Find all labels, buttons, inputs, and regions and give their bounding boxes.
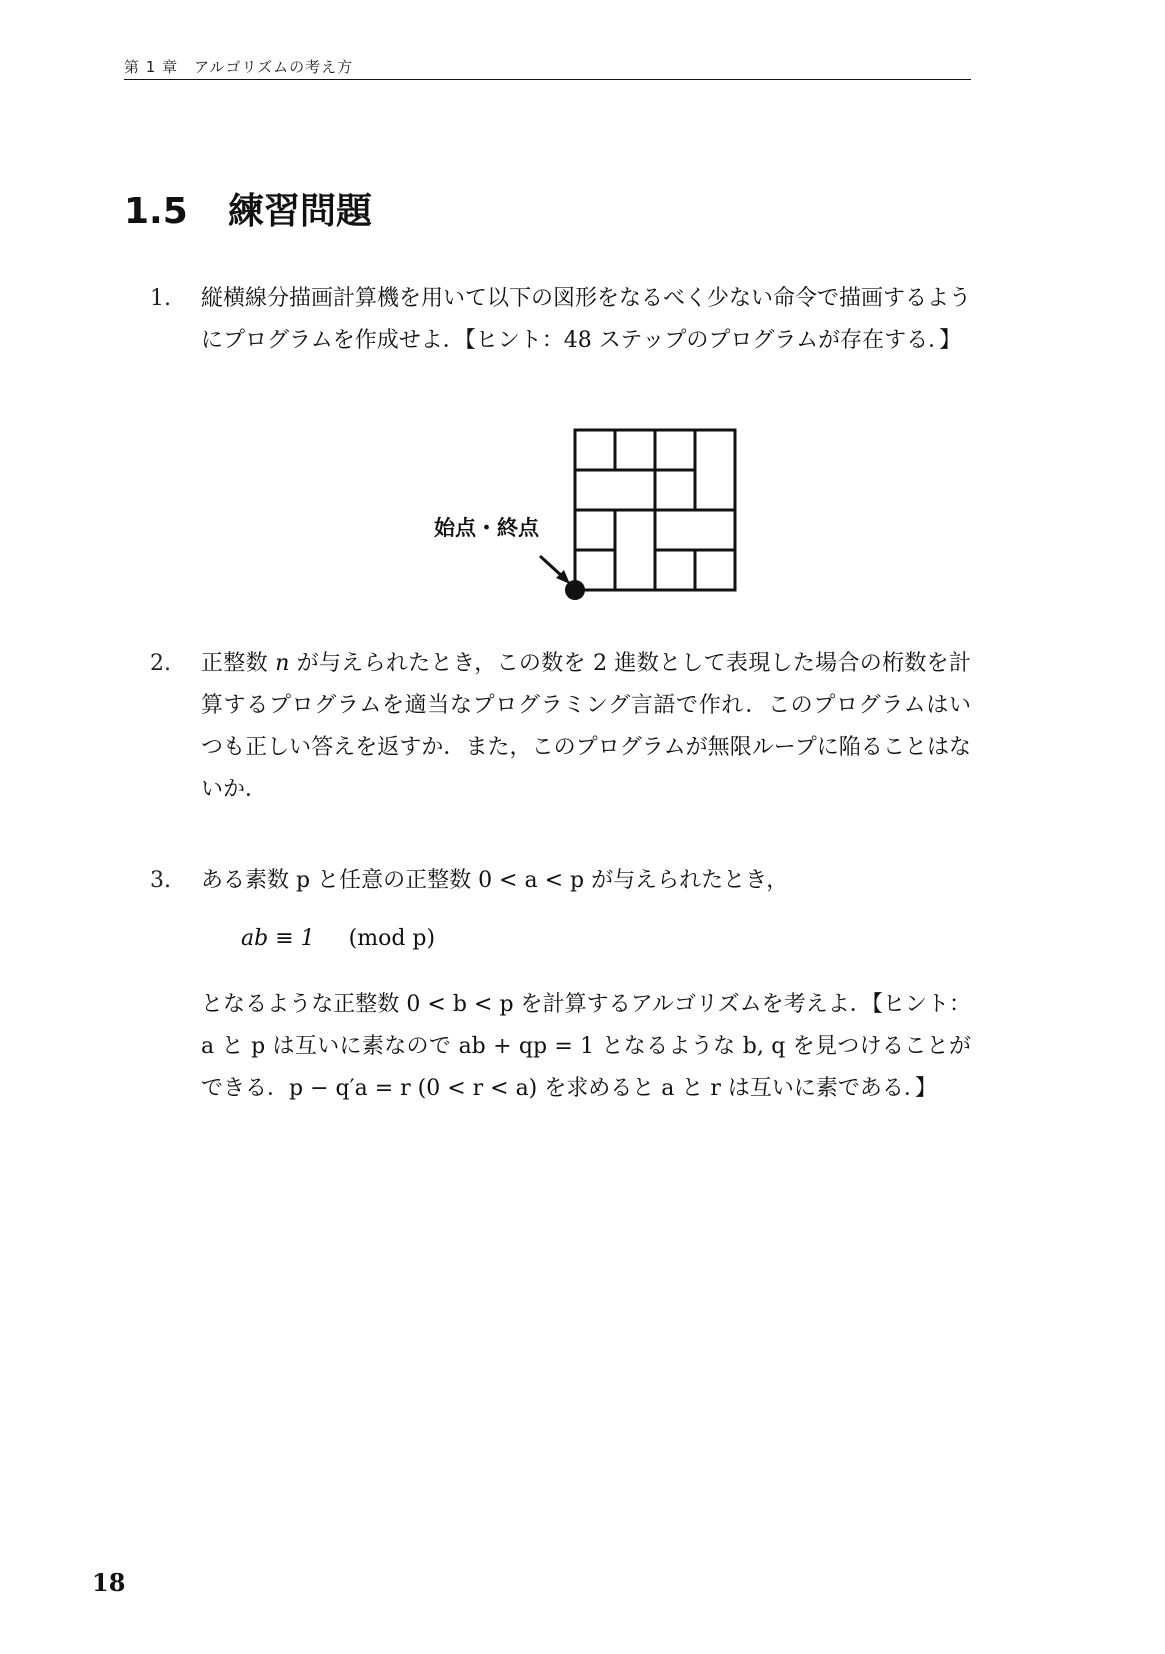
problem-3-body: となるような正整数 0 < b < p を計算するアルゴリズムを考えよ．【ヒント：a と p は互いに素なので ab + qp = 1 となるような b, q を見つけることができる．p − q′a = r (0 < r < a) を求めると a と r は互いに素である．】 [201, 992, 971, 1101]
problem-1-text: 縦横線分描画計算機を用いて以下の図形をなるべく少ない命令で描画するようにプログラムを作成せよ．【ヒント：48 ステップのプログラムが存在する．】 [201, 286, 972, 353]
section-heading [124, 183, 372, 234]
start-end-point [565, 580, 585, 600]
formula-mod: (mod p) [348, 926, 436, 951]
problem-2-text-a: 正整数 [201, 651, 276, 676]
grid-figure [530, 420, 740, 605]
figure-start-end-label: 始点・終点 [434, 516, 539, 540]
problem-3-intro: ある素数 p と任意の正整数 0 < a < p が与えられたとき， [201, 868, 789, 893]
section-title: 練習問題 [228, 191, 373, 232]
section-number: 1.5 [124, 191, 188, 232]
problem-1-number: 1. [150, 286, 171, 311]
formula-lhs: ab ≡ 1 [241, 926, 315, 951]
variable-n: n [275, 651, 290, 676]
problem-3-number: 3. [150, 868, 171, 893]
running-header: 第 1 章 アルゴリズムの考え方 [124, 58, 354, 76]
problem-2-text-b: が与えられたとき，この数を 2 進数として表現した場合の桁数を計算するプログラムを適当なプログラミング言語で作れ．このプログラムはいつも正しい答えを返すか．また，このプログラムが無限ループに陥ることはないか． [201, 651, 971, 802]
problem-2-text [201, 643, 971, 811]
header-rule [124, 79, 971, 80]
page-number: 18 [92, 1568, 126, 1597]
congruence-formula [241, 926, 435, 951]
problem-2-number: 2. [150, 651, 171, 676]
